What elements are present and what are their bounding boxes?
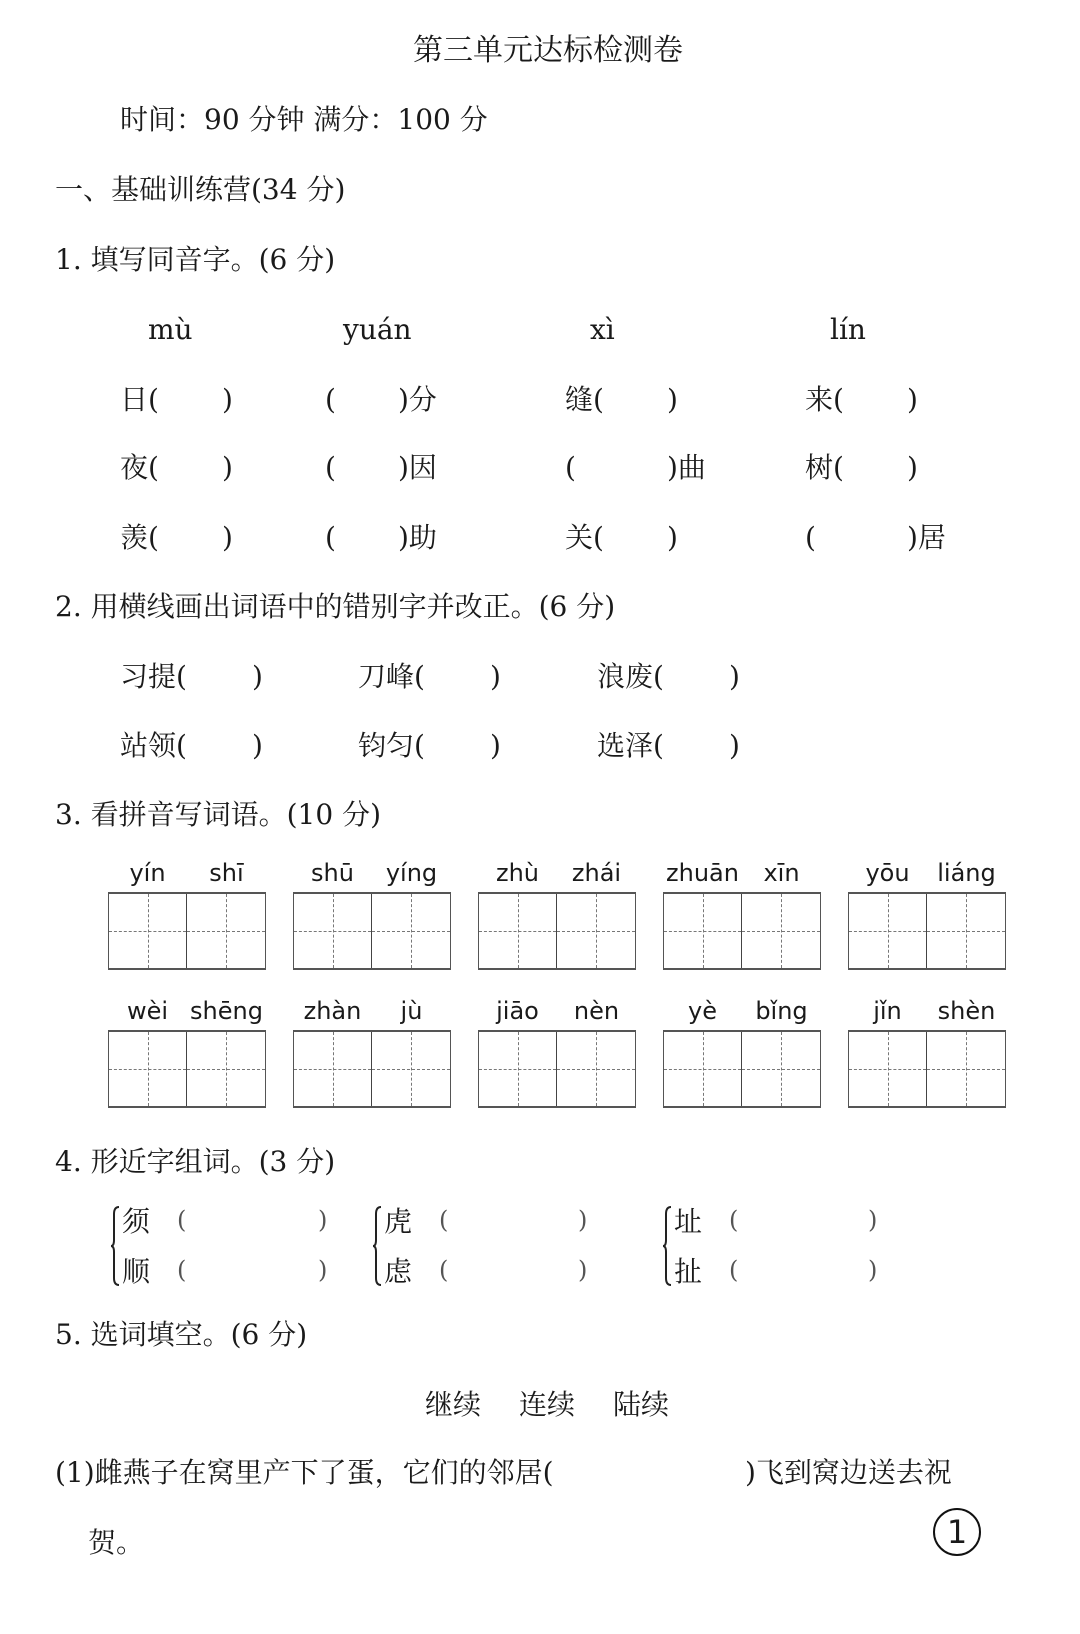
paren-close: ) (868, 1206, 878, 1234)
writing-grid[interactable] (663, 892, 821, 970)
fill-blank-post: ) (222, 451, 233, 484)
question-1-heading: 1. 填写同音字。(6 分) (55, 243, 336, 276)
pinyin-syllable: zhàn (303, 997, 362, 1025)
fill-blank-pre: 来( (805, 383, 844, 416)
fill-blank-close: ) (729, 729, 740, 762)
grid-cell[interactable] (109, 894, 187, 968)
fill-blank-post: )分 (398, 383, 437, 416)
writing-grid[interactable] (848, 1030, 1006, 1108)
fill-blank-pre: 缝( (565, 383, 604, 416)
section-heading: 一、基础训练营(34 分) (55, 173, 346, 206)
fill-blank-close: ) (729, 660, 740, 693)
similar-character: 顺 (122, 1255, 151, 1288)
pinyin-syllable: shū (311, 859, 354, 887)
grid-cell[interactable] (372, 1032, 450, 1106)
paren-close: ) (578, 1206, 588, 1234)
grid-cell[interactable] (742, 894, 820, 968)
page-title: 第三单元达标检测卷 (413, 33, 683, 68)
wrong-word: 习提( (120, 660, 187, 693)
pinyin: mù (148, 313, 193, 346)
similar-character: 须 (122, 1205, 151, 1238)
fill-blank-pre: 关( (565, 521, 604, 554)
grid-cell[interactable] (849, 894, 927, 968)
paren-close: ) (868, 1256, 878, 1284)
grid-cell[interactable] (479, 894, 557, 968)
writing-grid[interactable] (108, 1030, 266, 1108)
paren-open: ( (439, 1256, 449, 1284)
pinyin-syllable: liáng (937, 859, 996, 887)
grid-cell[interactable] (557, 1032, 635, 1106)
fill-blank-pre: ( (805, 521, 816, 554)
pinyin-syllable: jù (400, 997, 423, 1025)
question-5-heading: 5. 选词填空。(6 分) (55, 1318, 308, 1351)
fill-blank-pre: ( (565, 451, 576, 484)
fill-blank-close: ) (490, 660, 501, 693)
grid-cell[interactable] (927, 1032, 1005, 1106)
grid-cell[interactable] (294, 1032, 372, 1106)
fill-blank-pre: 树( (805, 451, 844, 484)
pinyin-syllable: yín (129, 859, 166, 887)
brace-icon (662, 1206, 672, 1286)
paren-close: ) (318, 1256, 328, 1284)
question-4-heading: 4. 形近字组词。(3 分) (55, 1145, 336, 1178)
brace-icon (372, 1206, 382, 1286)
pinyin-syllable: xīn (763, 859, 800, 887)
word-option: 陆续 (613, 1388, 670, 1421)
pinyin-syllable: jǐn (873, 997, 902, 1025)
pinyin-syllable: jiāo (496, 997, 539, 1025)
fill-blank-post: ) (907, 383, 918, 416)
pinyin-syllable: yè (688, 997, 717, 1025)
question-2-heading: 2. 用横线画出词语中的错别字并改正。(6 分) (55, 590, 616, 623)
fill-blank-post: ) (222, 521, 233, 554)
fill-blank-close: ) (252, 729, 263, 762)
brace-icon (110, 1206, 120, 1286)
paren-open: ( (439, 1206, 449, 1234)
paren-close: ) (318, 1206, 328, 1234)
fill-blank-pre: ( (325, 521, 336, 554)
fill-blank-pre: ( (325, 383, 336, 416)
paren-close: ) (578, 1256, 588, 1284)
writing-grid[interactable] (293, 1030, 451, 1108)
writing-grid[interactable] (108, 892, 266, 970)
pinyin-syllable: shèn (937, 997, 996, 1025)
wrong-word: 钧匀( (358, 729, 425, 762)
pinyin-syllable: shēng (190, 997, 263, 1025)
grid-cell[interactable] (664, 894, 742, 968)
grid-cell[interactable] (294, 894, 372, 968)
grid-cell[interactable] (109, 1032, 187, 1106)
paren-open: ( (177, 1256, 187, 1284)
similar-character: 虑 (384, 1255, 413, 1288)
fill-blank-post: )曲 (667, 451, 706, 484)
fill-blank-post: )居 (907, 521, 946, 554)
pinyin-syllable: zhù (495, 859, 540, 887)
wrong-word: 站领( (120, 729, 187, 762)
question-3-heading: 3. 看拼音写词语。(10 分) (55, 798, 381, 831)
pinyin-syllable: shī (209, 859, 244, 887)
grid-cell[interactable] (187, 1032, 265, 1106)
similar-character: 虎 (384, 1205, 413, 1238)
pinyin: yuán (343, 313, 412, 346)
writing-grid[interactable] (663, 1030, 821, 1108)
wrong-word: 刀峰( (358, 660, 425, 693)
similar-character: 扯 (674, 1255, 703, 1288)
grid-cell[interactable] (557, 894, 635, 968)
fill-blank-post: ) (222, 383, 233, 416)
sentence-1-part-c: 贺。 (88, 1526, 145, 1559)
word-option: 继续 (425, 1388, 482, 1421)
fill-blank-pre: 羡( (120, 521, 159, 554)
fill-blank-post: )因 (398, 451, 437, 484)
writing-grid[interactable] (848, 892, 1006, 970)
wrong-word: 选泽( (597, 729, 664, 762)
pinyin-syllable: yōu (865, 859, 910, 887)
pinyin: xì (590, 313, 615, 346)
grid-cell[interactable] (742, 1032, 820, 1106)
pinyin-syllable: wèi (126, 997, 169, 1025)
pinyin-syllable: nèn (573, 997, 620, 1025)
pinyin: lín (830, 313, 866, 346)
grid-cell[interactable] (187, 894, 265, 968)
fill-blank-close: ) (252, 660, 263, 693)
writing-grid[interactable] (293, 892, 451, 970)
pinyin-syllable: bǐng (755, 997, 808, 1025)
fill-blank-close: ) (490, 729, 501, 762)
pinyin-syllable: zhuān (666, 859, 739, 887)
word-option: 连续 (519, 1388, 576, 1421)
fill-blank-post: )助 (398, 521, 437, 554)
sentence-1-part-b: )飞到窝边送去祝 (745, 1456, 952, 1489)
wrong-word: 浪废( (597, 660, 664, 693)
grid-cell[interactable] (479, 1032, 557, 1106)
exam-meta: 时间：90 分钟 满分：100 分 (120, 103, 488, 136)
fill-blank-post: ) (667, 521, 678, 554)
writing-grid[interactable] (478, 892, 636, 970)
pinyin-syllable: yíng (385, 859, 438, 887)
page-number: 1 (933, 1508, 981, 1556)
fill-blank-post: ) (907, 451, 918, 484)
fill-blank-post: ) (667, 383, 678, 416)
fill-blank-pre: 日( (120, 383, 159, 416)
writing-grid[interactable] (478, 1030, 636, 1108)
grid-cell[interactable] (849, 1032, 927, 1106)
paren-open: ( (729, 1206, 739, 1234)
pinyin-syllable: zhái (571, 859, 622, 887)
paren-open: ( (729, 1256, 739, 1284)
grid-cell[interactable] (664, 1032, 742, 1106)
similar-character: 址 (674, 1205, 703, 1238)
fill-blank-pre: ( (325, 451, 336, 484)
grid-cell[interactable] (927, 894, 1005, 968)
sentence-1-part-a: (1)雌燕子在窝里产下了蛋，它们的邻居( (55, 1456, 554, 1489)
grid-cell[interactable] (372, 894, 450, 968)
fill-blank-pre: 夜( (120, 451, 159, 484)
paren-open: ( (177, 1206, 187, 1234)
